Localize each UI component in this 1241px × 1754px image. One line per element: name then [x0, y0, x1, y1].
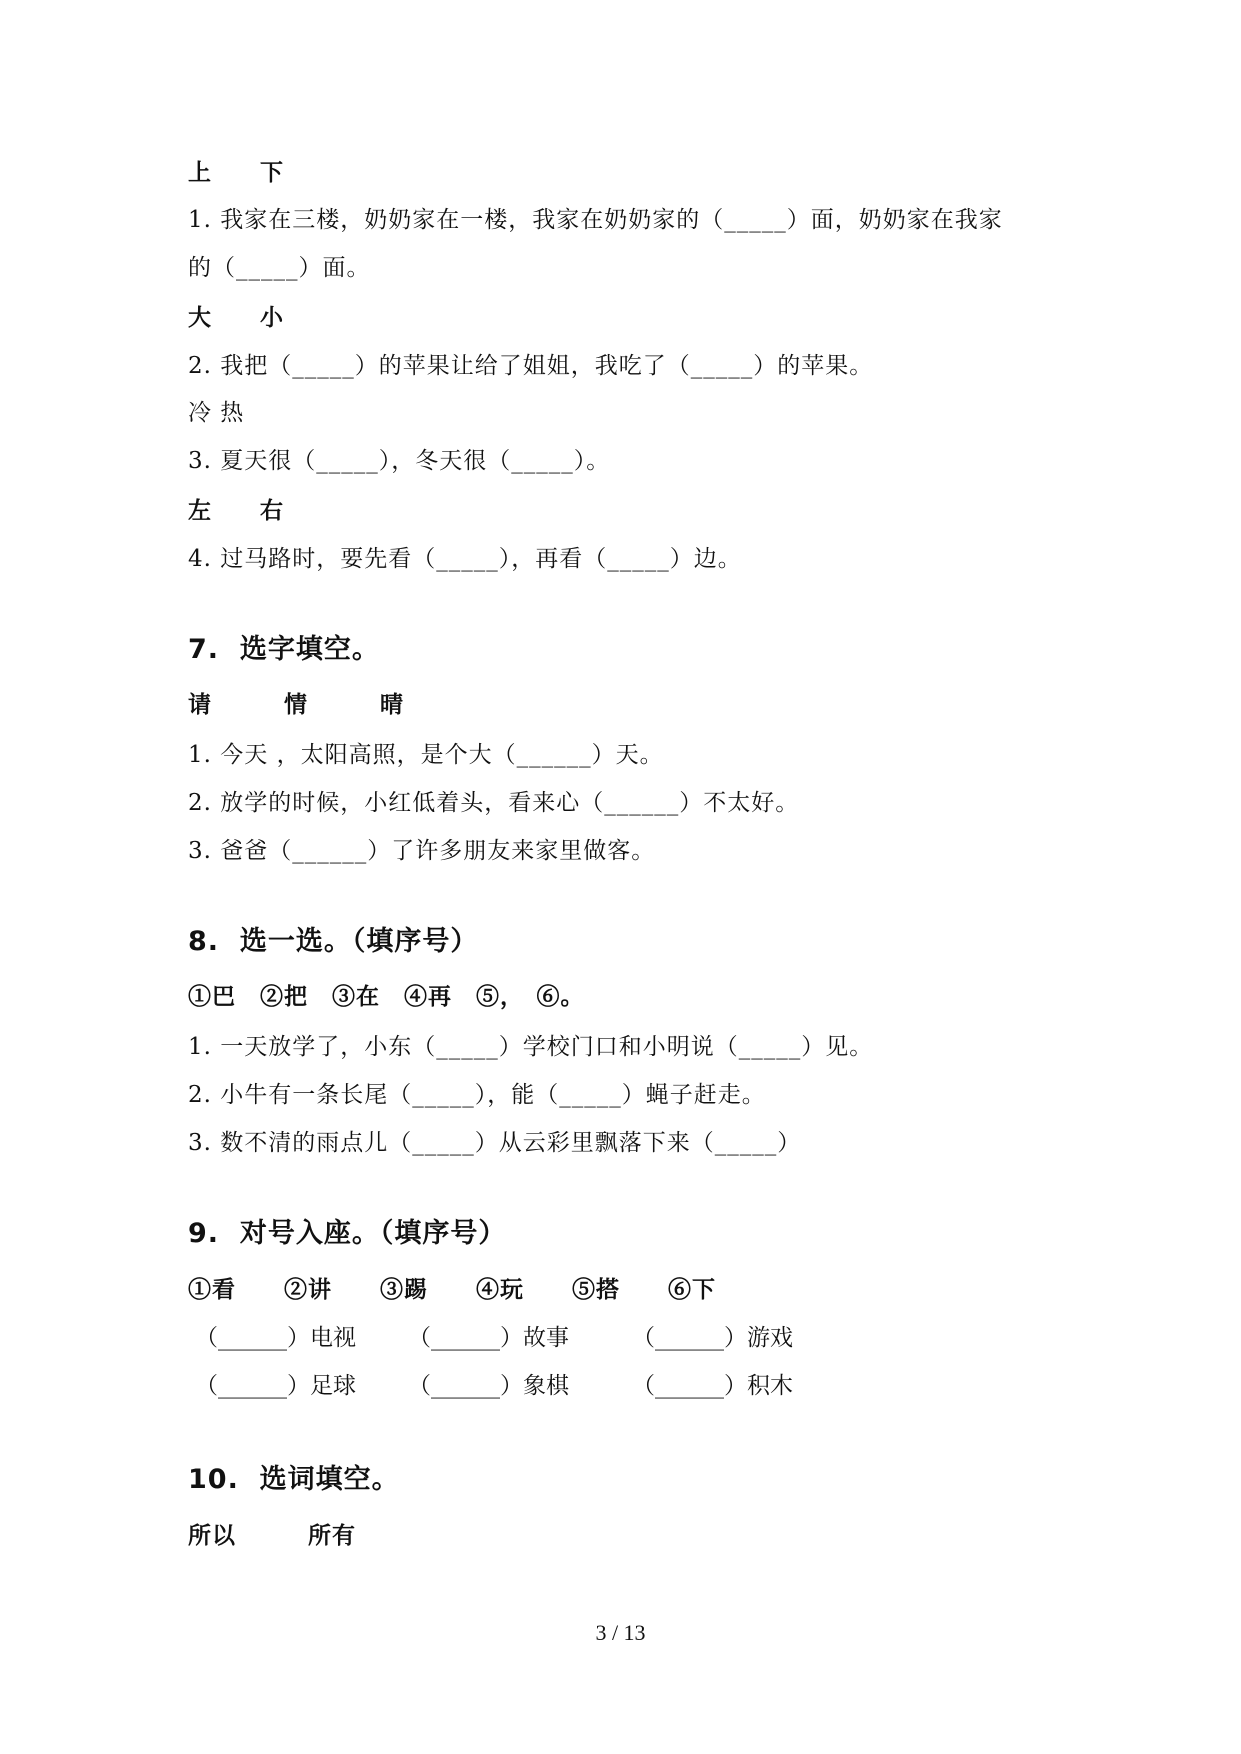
word-pair-left-right: 左 右 [188, 497, 284, 524]
question-line: 1. 今天 ，太阳高照，是个大（______）天。 [188, 742, 664, 768]
word-options: ①巴 ②把 ③在 ④再 ⑤， ⑥。 [188, 983, 585, 1010]
question-line: 2. 放学的时候，小红低着头，看来心（______）不太好。 [188, 790, 800, 816]
section-title-8: 8. 选一选。（填序号） [188, 926, 479, 957]
word-options: ①看 ②讲 ③踢 ④玩 ⑤搭 ⑥下 [188, 1276, 716, 1303]
question-line: 3. 夏天很（_____），冬天很（_____）。 [188, 448, 611, 474]
question-line: 3. 爸爸（______）了许多朋友来家里做客。 [188, 838, 656, 864]
section-title-9: 9. 对号入座。（填序号） [188, 1218, 507, 1249]
word-pair-cold-hot: 冷 热 [188, 400, 245, 426]
section-title-7: 7. 选字填空。 [188, 634, 380, 665]
match-item: （______）电视 [195, 1325, 356, 1351]
page-number: 3 / 13 [595, 1620, 646, 1645]
word-pair-up-down: 上 下 [188, 159, 284, 186]
word-pair-big-small: 大 小 [188, 304, 284, 331]
match-item: （______）游戏 [632, 1325, 793, 1351]
word-options: 所以 所有 [188, 1522, 356, 1549]
match-item: （______）故事 [408, 1325, 569, 1351]
match-item: （______）象棋 [408, 1373, 569, 1399]
question-line: 1. 我家在三楼，奶奶家在一楼，我家在奶奶家的（_____）面，奶奶家在我家 [188, 207, 1003, 233]
question-line: 2. 小牛有一条长尾（_____），能（_____）蝇子赶走。 [188, 1082, 766, 1108]
question-line: 1. 一天放学了，小东（_____）学校门口和小明说（_____）见。 [188, 1034, 874, 1060]
section-title-10: 10. 选词填空。 [188, 1464, 400, 1495]
question-line: 2. 我把（_____）的苹果让给了姐姐，我吃了（_____）的苹果。 [188, 353, 874, 379]
match-item: （______）积木 [632, 1373, 793, 1399]
question-line: 3. 数不清的雨点儿（_____）从云彩里飘落下来（_____） [188, 1130, 802, 1156]
question-line: 4. 过马路时，要先看（_____），再看（_____）边。 [188, 546, 742, 572]
question-line: 的（_____）面。 [188, 255, 371, 281]
match-item: （______）足球 [195, 1373, 356, 1399]
word-options: 请 情 晴 [188, 691, 404, 718]
